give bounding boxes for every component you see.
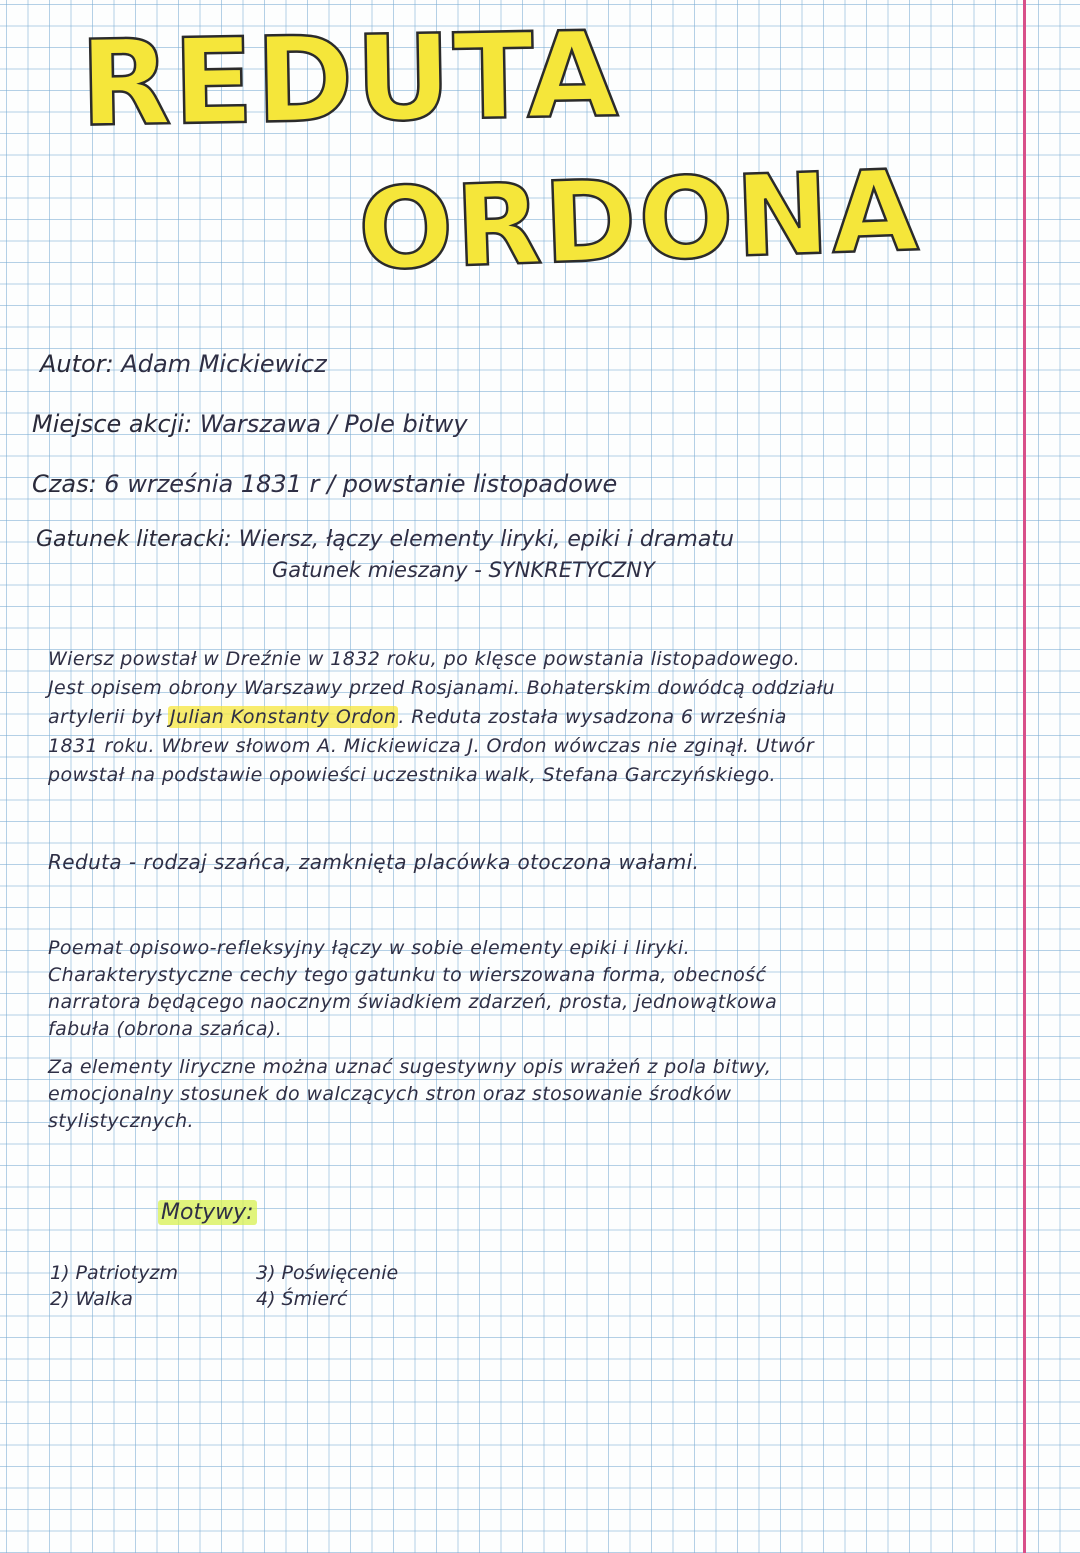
time-row (32, 470, 617, 498)
time-value: 6 września 1831 r / powstanie listopadowe (104, 470, 618, 498)
paragraph-2-line-7: stylistycznych. (48, 1110, 194, 1132)
paragraph-1-line-4: 1831 roku. Wbrew słowom A. Mickiewicza J. Ordon wówczas nie zginął. Utwór (48, 735, 815, 757)
motive-item: 4) Śmierć (256, 1288, 348, 1310)
genre-value: Wiersz, łączy elementy liryki, epiki i dramatu (238, 527, 734, 552)
paragraph-2-line-6: emocjonalny stosunek do walczących stron oraz stosowanie środków (48, 1083, 732, 1105)
reduta-definition: Reduta - rodzaj szańca, zamknięta placówka otoczona wałami. (48, 850, 700, 874)
place-row (32, 410, 468, 438)
paragraph-2-line-2: Charakterystyczne cechy tego gatunku to wierszowana forma, obecność (48, 964, 767, 986)
author-value: Adam Mickiewicz (121, 350, 327, 378)
paragraph-2-line-5: Za elementy liryczne można uznać sugestywny opis wrażeń z pola bitwy, (48, 1056, 772, 1078)
motive-item: 2) Walka (50, 1288, 133, 1310)
genre-row (36, 527, 734, 552)
author-row (40, 350, 327, 378)
genre-value-line-2: Gatunek mieszany - SYNKRETYCZNY (272, 558, 655, 582)
paragraph-1-line-2: Jest opisem obrony Warszawy przed Rosjanami. Bohaterskim dowódcą oddziału (48, 677, 836, 699)
paragraph-1-line-1: Wiersz powstał w Dreźnie w 1832 roku, po klęsce powstania listopadowego. (48, 648, 801, 670)
place-value: Warszawa / Pole bitwy (199, 410, 468, 438)
highlight-julian-ordon: Julian Konstanty Ordon (169, 706, 397, 728)
genre-label: Gatunek literacki: (36, 527, 232, 552)
paragraph-1-line-3-start: artylerii był (48, 706, 168, 728)
paragraph-1-line-5: powstał na podstawie opowieści uczestnika walk, Stefana Garczyńskiego. (48, 764, 776, 786)
motives-heading (158, 1200, 257, 1225)
place-label: Miejsce akcji: (32, 410, 193, 438)
paragraph-1-line-3-end: . Reduta została wysadzona 6 września (398, 706, 787, 728)
motive-item: 3) Poświęcenie (256, 1262, 399, 1284)
paragraph-2-line-4: fabuła (obrona szańca). (48, 1018, 283, 1040)
page-margin-line (1023, 0, 1026, 1553)
motives-heading-text: Motywy: (158, 1200, 257, 1225)
author-label: Autor: (40, 350, 114, 378)
paragraph-1-line-3 (48, 706, 787, 728)
title-line-1: REDUTA (78, 5, 622, 153)
title-line-2: ORDONA (355, 146, 923, 296)
time-label: Czas: (32, 470, 97, 498)
paragraph-2-line-1: Poemat opisowo-refleksyjny łączy w sobie elementy epiki i liryki. (48, 937, 691, 959)
motive-item: 1) Patriotyzm (50, 1262, 178, 1284)
paragraph-2-line-3: narratora będącego naocznym świadkiem zdarzeń, prosta, jednowątkowa (48, 991, 778, 1013)
